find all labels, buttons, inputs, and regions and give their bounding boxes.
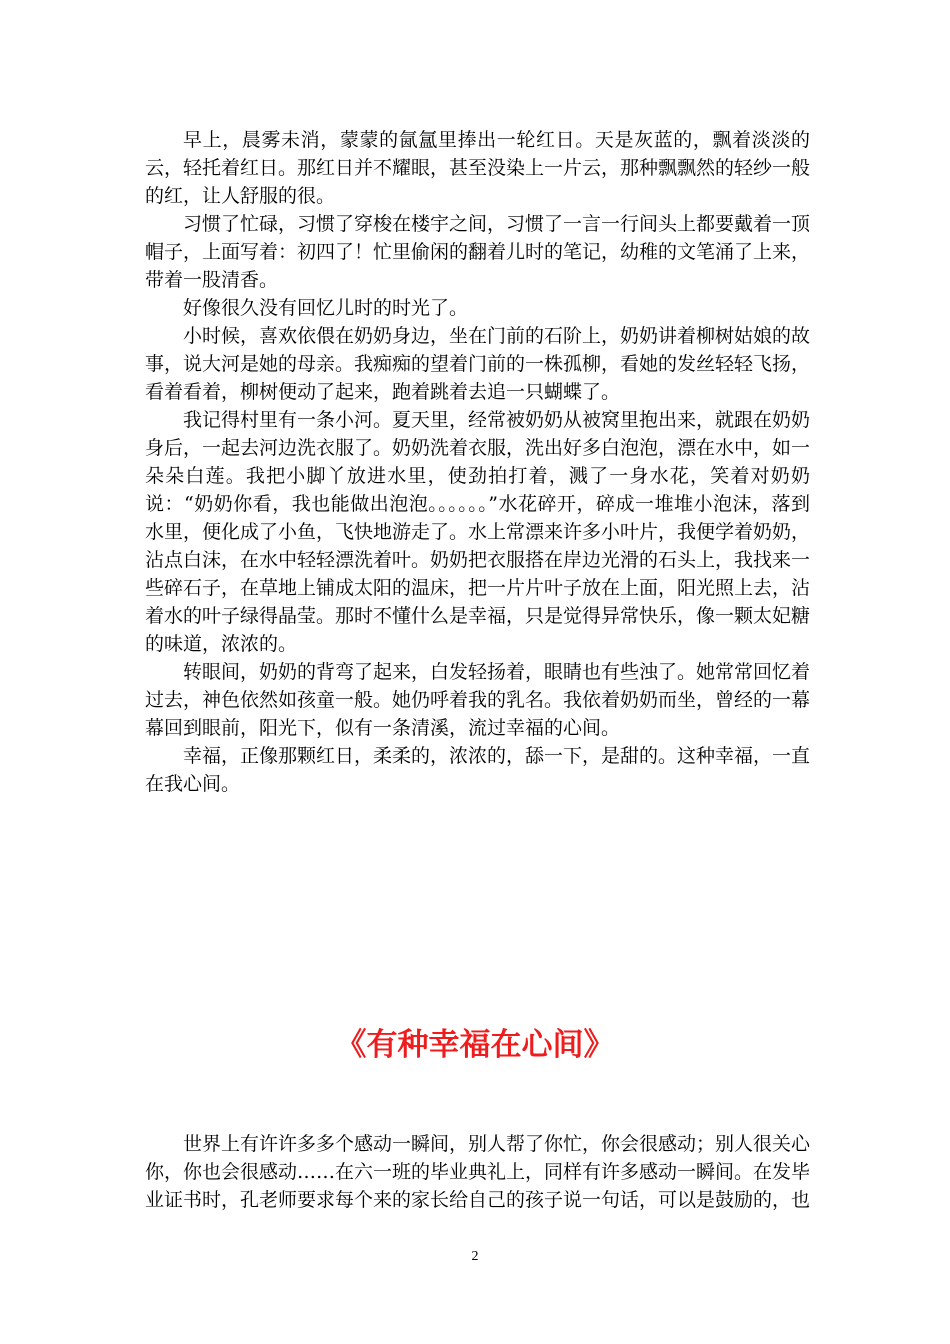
paragraph: 转眼间，奶奶的背弯了起来，白发轻扬着，眼睛也有些浊了。她常常回忆着过去，神色依然如孩童一般。她仍呼着我的乳名。我依着奶奶而坐，曾经的一幕幕回到眼前，阳光下，似有一条清溪，流过幸福的心间。 bbox=[145, 661, 811, 739]
paragraph: 小时候，喜欢依偎在奶奶身边，坐在门前的石阶上，奶奶讲着柳树姑娘的故事，说大河是她的母亲。我痴痴的望着门前的一株孤柳，看她的发丝轻轻飞扬，看着看着，柳树便动了起来，跑着跳着去追一只蝴蝶了。 bbox=[145, 325, 811, 403]
page-number: 2 bbox=[471, 1249, 479, 1264]
paragraph: 早上，晨雾未消，蒙蒙的氤氲里捧出一轮红日。天是灰蓝的，飘着淡淡的云，轻托着红日。那红日并不耀眼，甚至没染上一片云，那种飘飘然的轻纱一般的红，让人舒服的很。 bbox=[145, 129, 811, 207]
paragraph: 好像很久没有回忆儿时的时光了。 bbox=[183, 297, 469, 319]
paragraph: 幸福，正像那颗红日，柔柔的，浓浓的，舔一下，是甜的。这种幸福，一直在我心间。 bbox=[145, 745, 811, 795]
section-title: 《有种幸福在心间》 bbox=[335, 1027, 615, 1063]
story-body bbox=[145, 126, 810, 798]
paragraph: 习惯了忙碌，习惯了穿梭在楼宇之间，习惯了一言一行间头上都要戴着一顶帽子，上面写着：初四了！忙里偷闲的翻着儿时的笔记，幼稚的文笔涌了上来，带着一股清香。 bbox=[145, 213, 811, 291]
paragraph: 世界上有许许多多个感动一瞬间，别人帮了你忙，你会很感动；别人很关心你，你也会很感动……在六一班的毕业典礼上，同样有许多感动一瞬间。在发毕业证书时，孔老师要求每个来的家长给自己的孩子说一句话，可以是鼓励的，也 bbox=[145, 1133, 811, 1211]
paragraph: 我记得村里有一条小河。夏天里，经常被奶奶从被窝里抱出来，就跟在奶奶身后，一起去河边洗衣服了。奶奶洗着衣服，洗出好多白泡泡，漂在水中，如一朵朵白莲。我把小脚丫放进水里，使劲拍打着，溅了一身水花，笑着对奶奶说：“奶奶你看，我也能做出泡泡。。。。。。”水花碎开，碎成一堆堆小泡沫，落到水里，便化成了小鱼，飞快地游走了。水上常漂来许多小叶片，我便学着奶奶，沾点白沫，在水中轻轻漂洗着叶。奶奶把衣服搭在岸边光滑的石头上，我找来一些碎石子，在草地上铺成太阳的温床，把一片片叶子放在上面，阳光照上去，沾着水的叶子绿得晶莹。那时不懂什么是幸福，只是觉得异常快乐，像一颗太妃糖的味道，浓浓的。 bbox=[145, 409, 811, 655]
story2-body bbox=[145, 1130, 810, 1214]
